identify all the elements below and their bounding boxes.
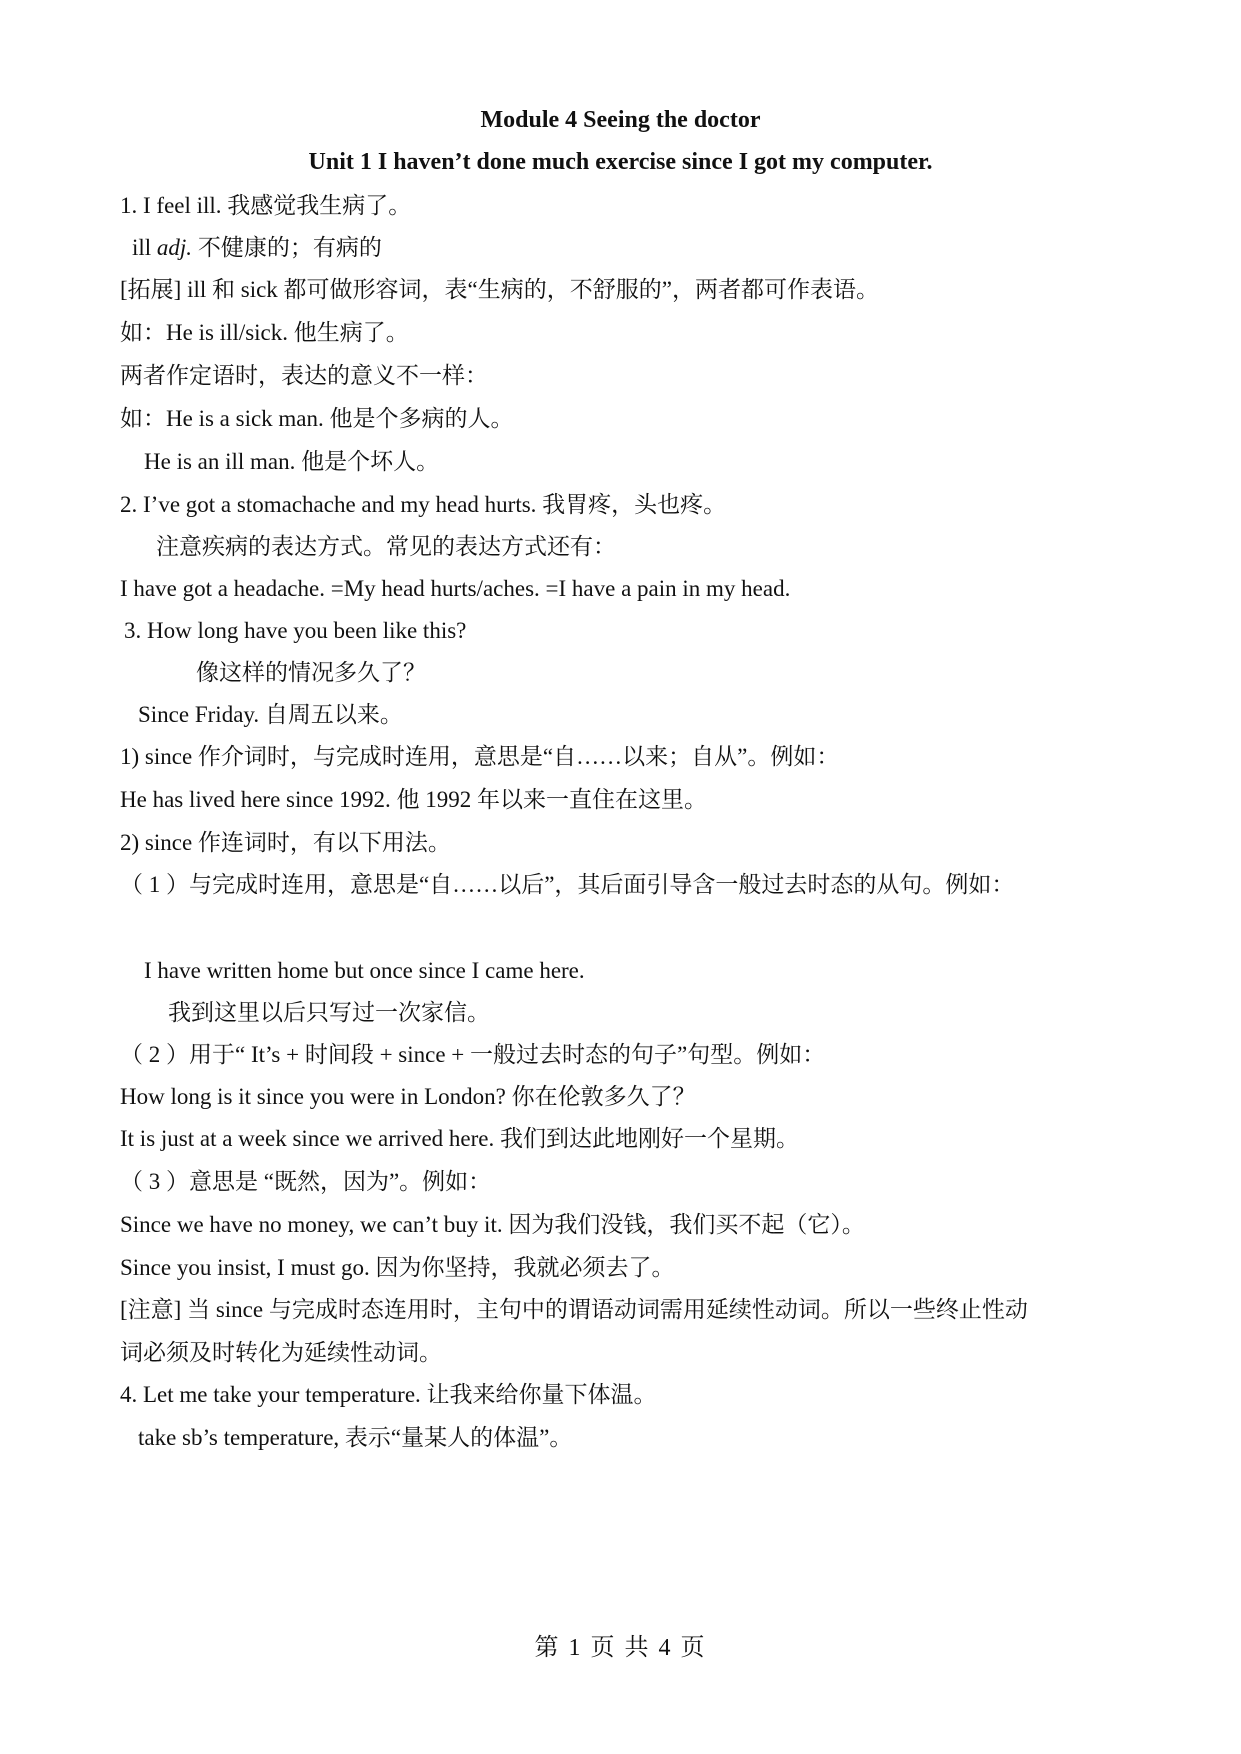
example-line: I have got a headache. =My head hurts/aches. =I have a pain in my head. [120,576,791,601]
example-line: 如：He is a sick man. 他是个多病的人。 [120,406,514,431]
ill-definition [132,233,382,263]
example-line: Since you insist, I must go. 因为你坚持，我就必须去了。 [120,1255,675,1280]
translation-line: 像这样的情况多久了？ [196,660,426,685]
usage-2-3: （ 3 ）意思是 “既然，因为”。例如： [120,1169,492,1194]
translation-line: 我到这里以后只写过一次家信。 [168,1000,490,1025]
point-1-heading: 1. I feel ill. 我感觉我生病了。 [120,193,412,218]
usage-1: 1) since 作介词时，与完成时连用，意思是“自……以来；自从”。例如： [120,744,840,769]
example-line: Since Friday. 自周五以来。 [138,702,403,727]
example-line: He has lived here since 1992. 他 1992 年以来一直住在这里。 [120,787,708,812]
page-number: 第 1 页 共 4 页 [534,1635,707,1661]
example-line: How long is it since you were in London? 你在伦敦多久了？ [120,1084,696,1109]
text-line: 两者作定语时，表达的意义不一样： [120,363,488,388]
usage-2-2: （ 2 ）用于“ It’s + 时间段 + since + 一般过去时态的句子”句型。例如： [120,1042,826,1067]
text-line: 注意疾病的表达方式。常见的表达方式还有： [156,534,616,559]
module-title: Module 4 Seeing the doctor [480,107,761,133]
usage-2-1: （ 1 ）与完成时连用，意思是“自……以后”，其后面引导含一般过去时态的从句。例如： [120,872,1015,897]
example-line: 如：He is ill/sick. 他生病了。 [120,320,409,345]
unit-title: Unit 1 I haven’t done much exercise since I got my computer. [308,149,933,175]
example-line: Since we have no money, we can’t buy it. 因为我们没钱，我们买不起（它）。 [120,1212,865,1237]
phrase-note: take sb’s temperature, 表示“量某人的体温”。 [138,1425,573,1450]
ill-word: ill [132,235,157,260]
extension-note: [拓展] ill 和 sick 都可做形容词，表“生病的，不舒服的”，两者都可作表语。 [120,277,879,302]
example-line: He is an ill man. 他是个坏人。 [144,449,440,474]
point-2-heading: 2. I’ve got a stomachache and my head hurts. 我胃疼，头也疼。 [120,492,727,517]
point-4-heading: 4. Let me take your temperature. 让我来给你量下体温。 [120,1382,657,1407]
attention-note-cont: 词必须及时转化为延续性动词。 [120,1340,442,1365]
example-line: I have written home but once since I came here. [144,958,585,983]
ill-meaning: 不健康的；有病的 [192,235,382,260]
example-line: It is just at a week since we arrived here. 我们到达此地刚好一个星期。 [120,1126,799,1151]
point-3-heading: 3. How long have you been like this? [124,618,467,643]
usage-2: 2) since 作连词时，有以下用法。 [120,830,451,855]
adj-abbrev: adj. [156,235,193,260]
attention-note: [注意] 当 since 与完成时态连用时，主句中的谓语动词需用延续性动词。所以一些终止性动 [120,1297,1028,1322]
